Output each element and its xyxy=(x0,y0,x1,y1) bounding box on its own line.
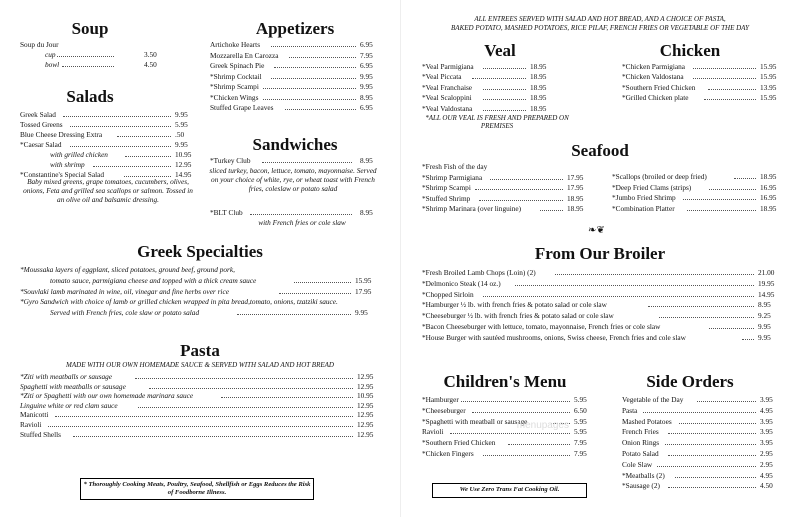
menu-item-name: *Hamburger xyxy=(422,395,459,404)
menu-item-name: cup xyxy=(45,50,56,59)
leader-dots xyxy=(508,438,570,445)
leader-dots xyxy=(734,172,756,179)
menu-item-name: *Gyro Sandwich with choice of lamb or grilled chicken wrapped in pita bread,tomato, onions, tzatziki sauce. xyxy=(20,297,338,307)
leader-dots xyxy=(289,51,356,58)
leader-dots xyxy=(138,401,353,408)
menu-item-name: *Bacon Cheeseburger with lettuce, tomato, mayonnaise, French fries or cole slaw xyxy=(422,322,661,331)
leader-dots xyxy=(643,406,756,413)
menu-item-name: *Chicken Fingers xyxy=(422,449,474,458)
leader-dots xyxy=(279,287,351,294)
leader-dots xyxy=(149,382,353,389)
menu-item-price: 2.95 xyxy=(760,449,773,458)
menu-item-name: *Chopped Sirloin xyxy=(422,289,474,299)
menu-item-price: 4.50 xyxy=(760,481,773,491)
leader-dots xyxy=(294,276,351,283)
menu-item-price: 18.95 xyxy=(530,82,547,92)
side-orders-title: Side Orders xyxy=(646,372,734,391)
menu-item-price: 6.95 xyxy=(360,40,373,49)
leader-dots xyxy=(657,460,756,467)
leader-dots xyxy=(675,471,756,478)
leader-dots xyxy=(472,406,570,413)
menu-item-name: *Cheeseburger ½ lb. with french fries & potato salad or cole slaw xyxy=(422,311,614,321)
menu-item-price: 14.95 xyxy=(758,289,775,299)
menu-item-name: *Shrimp Parmigiana xyxy=(422,172,483,182)
menu-item-price: 12.95 xyxy=(357,420,374,429)
leader-dots xyxy=(479,194,563,201)
menu-item-name: *Fresh Broiled Lamb Chops (Loin) (2) xyxy=(422,268,536,277)
leader-dots xyxy=(271,40,356,47)
leader-dots xyxy=(117,130,171,137)
childrens-menu-title: Children's Menu xyxy=(443,372,567,391)
menu-item-name: *Southern Fried Chicken xyxy=(622,82,696,92)
menu-item-name: *Ziti or Spaghetti with our own homemade marinara sauce xyxy=(20,391,194,401)
menu-item-price: 9.95 xyxy=(175,140,188,149)
trans-fat-note: We Use Zero Trans Fat Cooking Oil. xyxy=(432,483,587,498)
menu-item-name: Ravioli xyxy=(20,420,42,429)
entree-banner-line-1: ALL ENTREES SERVED WITH SALAD AND HOT BREAD, AND A CHOICE OF PASTA, xyxy=(474,15,726,23)
leader-dots xyxy=(668,481,756,488)
menu-item-price: 6.95 xyxy=(360,61,373,70)
menu-item-name: *Meatballs (2) xyxy=(622,470,665,480)
menu-item-name: Manicotti xyxy=(20,410,49,420)
menu-item-name: *Scallops (broiled or deep fried) xyxy=(612,172,707,181)
menu-item-name: *Stuffed Shrimp xyxy=(422,193,471,203)
menu-item-name: *Caesar Salad xyxy=(20,140,62,149)
menu-item-price: 18.95 xyxy=(567,204,584,214)
menu-item-price: 3.95 xyxy=(760,427,773,437)
menu-item-name: Stuffed Shells xyxy=(20,429,62,439)
leader-dots xyxy=(483,93,526,100)
menu-item-price: 14.95 xyxy=(175,170,192,179)
menu-item-name: Onion Rings xyxy=(622,438,660,448)
menu-item-name: Spaghetti with meatballs or sausage xyxy=(20,381,126,391)
menu-item-price: 5.95 xyxy=(574,416,587,426)
leader-dots xyxy=(693,62,756,69)
menu-item-price: 16.95 xyxy=(760,182,777,192)
menu-item-name: Potato Salad xyxy=(622,449,659,458)
menu-item-name: *Hamburger ½ lb. with french fries & potato salad or cole slaw xyxy=(422,300,607,310)
menu-item-name: *Veal Parmigiana xyxy=(422,62,474,71)
menu-item-name: with grilled chicken xyxy=(50,150,108,159)
menu-item-price: 17.95 xyxy=(567,183,584,193)
menu-item-price: 12.95 xyxy=(357,381,374,391)
menu-item-name: *Constantine's Special Salad xyxy=(20,170,104,179)
menu-item-name: *Jumbo Fried Shrimp xyxy=(612,193,676,203)
menu-item-name: *Veal Franchaise xyxy=(422,82,473,92)
leader-dots xyxy=(48,420,353,427)
leader-dots xyxy=(704,93,756,100)
menu-item-name: *Ziti with meatballs or sausage xyxy=(20,372,113,381)
menu-item-price: 7.95 xyxy=(574,438,587,448)
menu-item-name: *Sausage (2) xyxy=(622,481,660,491)
menu-item-price: .50 xyxy=(175,130,185,139)
special-salad-description: Baby mixed greens, grape tomatoes, cucumbers, olives, onions, Feta and grilled sea scallops or salmon. Tossed in an olive oil and balsamic dressing. xyxy=(23,177,193,204)
menu-item-price: 18.95 xyxy=(530,103,547,113)
menu-item-price: 5.95 xyxy=(175,120,188,129)
menu-item-price: 10.95 xyxy=(357,391,374,401)
menu-item-name: bowl xyxy=(45,60,60,69)
leader-dots xyxy=(483,449,570,456)
menu-item-price: 21.00 xyxy=(758,268,775,277)
menu-item-price: 9.25 xyxy=(758,311,771,321)
menu-item-name: Stuffed Grape Leaves xyxy=(210,103,274,112)
menu-item-price: 5.95 xyxy=(574,395,587,404)
sandwiches-title: Sandwiches xyxy=(252,135,338,154)
menu-item-name: *Chicken Parmigiana xyxy=(622,62,686,71)
menu-item-name: *Spaghetti with meatball or sausage xyxy=(422,416,528,426)
menu-item-name: *Shrimp Cocktail xyxy=(210,71,262,81)
greek-specialties-title: Greek Specialties xyxy=(137,242,263,261)
menu-item-price: 15.95 xyxy=(760,72,777,82)
menu-item-price: 10.95 xyxy=(175,150,192,159)
menu-item-price: 12.95 xyxy=(175,160,192,169)
menu-item-price: 4.95 xyxy=(760,470,773,480)
turkey-club-name: *Turkey Club xyxy=(210,156,251,165)
menu-item-price: 3.50 xyxy=(144,50,157,59)
menu-item-price: 3.95 xyxy=(760,416,773,426)
leader-dots xyxy=(55,410,353,417)
menu-item-name: *Southern Fried Chicken xyxy=(422,438,496,448)
menu-item-name: Vegetable of the Day xyxy=(622,395,684,404)
menu-item-price: 9.95 xyxy=(360,82,373,91)
leader-dots xyxy=(515,279,754,286)
menu-item-price: 18.95 xyxy=(760,203,777,213)
menu-item-name: Cole Slaw xyxy=(622,459,653,469)
leader-dots xyxy=(483,62,526,69)
menu-item-price: 19.95 xyxy=(758,278,775,288)
leader-dots xyxy=(237,308,351,315)
menu-item-name: Greek Salad xyxy=(20,110,56,119)
leader-dots xyxy=(483,290,754,297)
leader-dots xyxy=(221,391,353,398)
menu-item-name: Tossed Greens xyxy=(20,120,63,129)
menu-item-price: 6.95 xyxy=(360,103,373,112)
menu-item-name: *Chicken Valdostana xyxy=(622,72,684,82)
menu-item-name: *Grilled Chicken plate xyxy=(622,93,689,103)
ornament-icon: ❧❦ xyxy=(588,225,605,236)
menu-item-price: 2.95 xyxy=(760,459,773,469)
menu-item-price: 13.95 xyxy=(760,82,777,92)
menu-item-price: 7.95 xyxy=(574,449,587,458)
menu-item-name: Served with French fries, cole slaw or potato salad xyxy=(50,308,200,318)
leader-dots xyxy=(665,438,756,445)
menu-item-price: 7.95 xyxy=(360,50,373,60)
menu-item-price: 12.95 xyxy=(357,400,374,410)
menu-item-name: *Fresh Fish of the day xyxy=(422,162,488,171)
menu-item-price: 9.95 xyxy=(175,110,188,119)
leader-dots xyxy=(475,183,563,190)
leader-dots xyxy=(555,268,754,275)
leader-dots xyxy=(70,120,171,127)
menu-item-price: 8.95 xyxy=(758,300,771,310)
leader-dots xyxy=(709,322,754,329)
pasta-title: Pasta xyxy=(180,341,220,360)
leader-dots xyxy=(461,395,570,402)
menu-item-price: 12.95 xyxy=(357,410,374,420)
chicken-title: Chicken xyxy=(659,41,721,60)
menu-item-price: 12.95 xyxy=(357,429,374,439)
menu-item-name: Artichoke Hearts xyxy=(210,40,261,49)
menu-item-price: 6.50 xyxy=(574,405,587,415)
food-safety-warning: * Thoroughly Cooking Meats, Poultry, Seafood, Shellfish or Eggs Reduces the Risk of Foodborne Illness. xyxy=(80,478,314,500)
leader-dots xyxy=(285,103,356,110)
leader-dots xyxy=(125,150,171,157)
leader-dots xyxy=(271,72,356,79)
blt-club-description: with French fries or cole slaw xyxy=(258,218,346,227)
leader-dots xyxy=(472,72,526,79)
menu-item-price: 17.95 xyxy=(567,172,584,182)
menu-item-price: 4.95 xyxy=(760,405,773,415)
menu-item-price: 9.95 xyxy=(355,308,368,318)
turkey-club-description: sliced turkey, bacon, lettuce, tomato, mayonnaise. Served on your choice of white, rye, or wheat toast with French fries, coleslaw or potato salad xyxy=(209,166,377,193)
veal-note: *ALL OUR VEAL IS FRESH AND PREPARED ON PREMISES xyxy=(425,114,569,130)
menu-item-price: 4.50 xyxy=(144,60,157,69)
leader-dots xyxy=(683,193,756,200)
menu-item-name: Linguine white or red clam sauce xyxy=(20,400,118,410)
menu-item-price: 18.95 xyxy=(567,193,584,203)
menu-item-name: Pasta xyxy=(622,405,638,415)
broiler-title: From Our Broiler xyxy=(534,244,666,263)
leader-dots xyxy=(274,61,356,68)
menu-item-name: Mashed Potatoes xyxy=(622,416,672,426)
menu-item-name: *Combination Platter xyxy=(612,203,675,213)
menu-item-name: Blue Cheese Dressing Extra xyxy=(20,130,103,139)
menu-item-price: 15.95 xyxy=(760,93,777,103)
soup-heading: Soup du Jour xyxy=(20,40,59,49)
leader-dots xyxy=(693,72,756,79)
menu-item-name: with shrimp xyxy=(50,160,85,169)
menu-item-name: *Moussaka layers of eggplant, sliced potatoes, ground beef, ground pork, xyxy=(20,265,235,274)
menu-item-name: *Veal Valdostana xyxy=(422,103,473,113)
leader-dots xyxy=(70,140,171,147)
menu-item-price: 3.95 xyxy=(760,438,773,448)
menu-item-name: *Shrimp Scampi xyxy=(422,183,471,193)
leader-dots xyxy=(697,395,756,402)
veal-title: Veal xyxy=(484,41,516,60)
leader-dots xyxy=(687,204,756,211)
soup-title: Soup xyxy=(71,19,109,38)
menu-item-price: 9.95 xyxy=(758,332,771,342)
menu-item-name: *Shrimp Marinara (over linguine) xyxy=(422,204,522,214)
menu-item-name: *Delmonico Steak (14 oz.) xyxy=(422,278,501,288)
menu-item-name: *Veal Scaloppini xyxy=(422,93,472,103)
entree-banner-line-2: BAKED POTATO, MASHED POTATOES, RICE PILAF, FRENCH FRIES OR VEGETABLE OF THE DAY xyxy=(451,24,749,32)
page-fold xyxy=(400,0,401,517)
menu-item-name: Greek Spinach Pie xyxy=(210,61,265,70)
leader-dots xyxy=(263,93,356,100)
menu-item-price: 17.95 xyxy=(355,286,372,296)
leader-dots xyxy=(668,449,756,456)
menu-item-name: *Souvlaki lamb marinated in wine, oil, vinegar and fine herbs over rice xyxy=(20,286,229,296)
seafood-title: Seafood xyxy=(571,141,629,160)
leader-dots xyxy=(708,83,756,90)
salads-title: Salads xyxy=(66,87,114,106)
menu-item-name: *Veal Piccata xyxy=(422,72,462,82)
leader-dots xyxy=(490,173,563,180)
blt-club-name: *BLT Club xyxy=(210,208,243,217)
leader-dots xyxy=(659,311,754,318)
leader-dots xyxy=(263,82,356,89)
pasta-subtitle: MADE WITH OUR OWN HOMEMADE SAUCE & SERVED WITH SALAD AND HOT BREAD xyxy=(66,361,334,369)
menu-item-price: 18.95 xyxy=(530,72,547,82)
menu-item-name: Mozzarella En Carozza xyxy=(210,50,279,60)
leader-dots xyxy=(540,204,563,211)
turkey-club-price: 8.95 xyxy=(360,156,373,165)
menu-item-price: 15.95 xyxy=(355,275,372,285)
menu-item-price: 18.95 xyxy=(530,62,547,71)
menu-item-name: French Fries xyxy=(622,427,659,437)
menu-item-price: 12.95 xyxy=(357,372,374,381)
menu-item-name: *Cheeseburger xyxy=(422,405,466,415)
leader-dots xyxy=(742,333,754,340)
menu-item-price: 15.95 xyxy=(760,62,777,71)
appetizers-title: Appetizers xyxy=(255,19,335,38)
menu-item-price: 18.95 xyxy=(530,93,547,103)
menu-item-price: 18.95 xyxy=(760,172,777,181)
menu-item-price: 9.95 xyxy=(360,71,373,81)
leader-dots xyxy=(483,83,526,90)
menu-item-price: 16.95 xyxy=(760,193,777,203)
leader-dots xyxy=(648,300,754,307)
leader-dots xyxy=(124,170,171,177)
leader-dots xyxy=(668,427,756,434)
watermark: menupages xyxy=(516,420,569,431)
leader-dots xyxy=(709,183,756,190)
menu-item-price: 3.95 xyxy=(760,395,773,404)
menu-item-name: *Deep Fried Clams (strips) xyxy=(612,182,692,192)
leader-dots xyxy=(73,430,353,437)
menu-item-name: *House Burger with sautéed mushrooms, onions, Swiss cheese, French fries and cole slaw xyxy=(422,332,686,342)
menu-item-name: tomato sauce, parmigiana cheese and topped with a thick cream sauce xyxy=(50,275,257,285)
leader-dots xyxy=(679,417,756,424)
leader-dots xyxy=(135,372,353,379)
menu-item-name: Ravioli xyxy=(422,427,444,437)
menu-item-price: 9.95 xyxy=(758,322,771,331)
blt-club-price: 8.95 xyxy=(360,208,373,217)
leader-dots xyxy=(93,160,171,167)
menu-item-name: *Shrimp Scampi xyxy=(210,82,259,91)
menu-item-price: 5.95 xyxy=(574,427,587,437)
menu-item-price: 8.95 xyxy=(360,92,373,102)
leader-dots xyxy=(483,104,526,111)
leader-dots xyxy=(63,110,171,117)
menu-item-name: *Chicken Wings xyxy=(210,92,259,102)
